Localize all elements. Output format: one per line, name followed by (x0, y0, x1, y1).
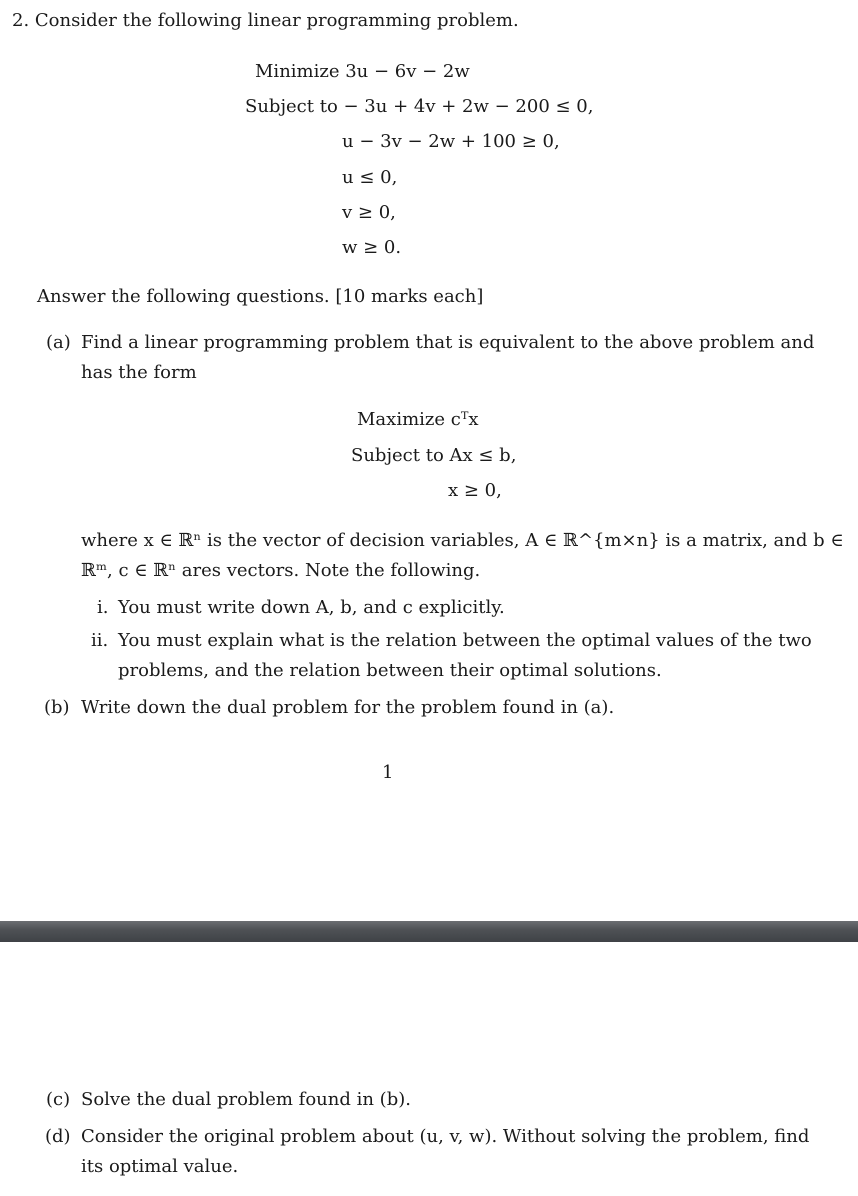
instructions: Answer the following questions. [10 marks each] (37, 286, 484, 307)
item-i-text: You must write down A, b, and c explicitly. (118, 597, 505, 618)
part-a-label: (a) (46, 332, 71, 353)
part-a-line-1: Find a linear programming problem that is equivalent to the above problem and (81, 332, 815, 353)
lp-constraint-5: w ≥ 0. (342, 237, 402, 258)
item-ii-line-1: You must explain what is the relation between the optimal values of the two (118, 630, 812, 651)
lp-objective: Minimize 3u − 6v − 2w (255, 61, 470, 82)
part-c-label: (c) (46, 1089, 71, 1110)
standard-form-constraint-2: x ≥ 0, (448, 480, 502, 501)
page-number: 1 (382, 762, 394, 783)
part-d-line-1: Consider the original problem about (u, v, w). Without solving the problem, find (81, 1126, 810, 1147)
part-c-text: Solve the dual problem found in (b). (81, 1089, 411, 1110)
page-separator (0, 921, 858, 942)
part-d-line-2: its optimal value. (81, 1156, 239, 1177)
lp-constraint-1: Subject to − 3u + 4v + 2w − 200 ≤ 0, (245, 96, 594, 117)
where-line-2: ℝᵐ, c ∈ ℝⁿ ares vectors. Note the following. (81, 560, 481, 581)
standard-form-objective: Maximize cᵀx (357, 409, 479, 430)
part-b-label: (b) (44, 697, 70, 718)
question-heading: 2. Consider the following linear programming problem. (12, 10, 519, 31)
part-b-text: Write down the dual problem for the problem found in (a). (81, 697, 615, 718)
item-ii-line-2: problems, and the relation between their optimal solutions. (118, 660, 662, 681)
where-line-1: where x ∈ ℝⁿ is the vector of decision variables, A ∈ ℝ^{m×n} is a matrix, and b ∈ (81, 530, 844, 551)
part-a-line-2: has the form (81, 362, 197, 383)
item-i-label: i. (97, 597, 109, 618)
lp-constraint-2: u − 3v − 2w + 100 ≥ 0, (342, 131, 560, 152)
lp-constraint-3: u ≤ 0, (342, 167, 398, 188)
part-d-label: (d) (45, 1126, 71, 1147)
standard-form-constraint-1: Subject to Ax ≤ b, (351, 445, 517, 466)
lp-constraint-4: v ≥ 0, (342, 202, 396, 223)
item-ii-label: ii. (91, 630, 109, 651)
